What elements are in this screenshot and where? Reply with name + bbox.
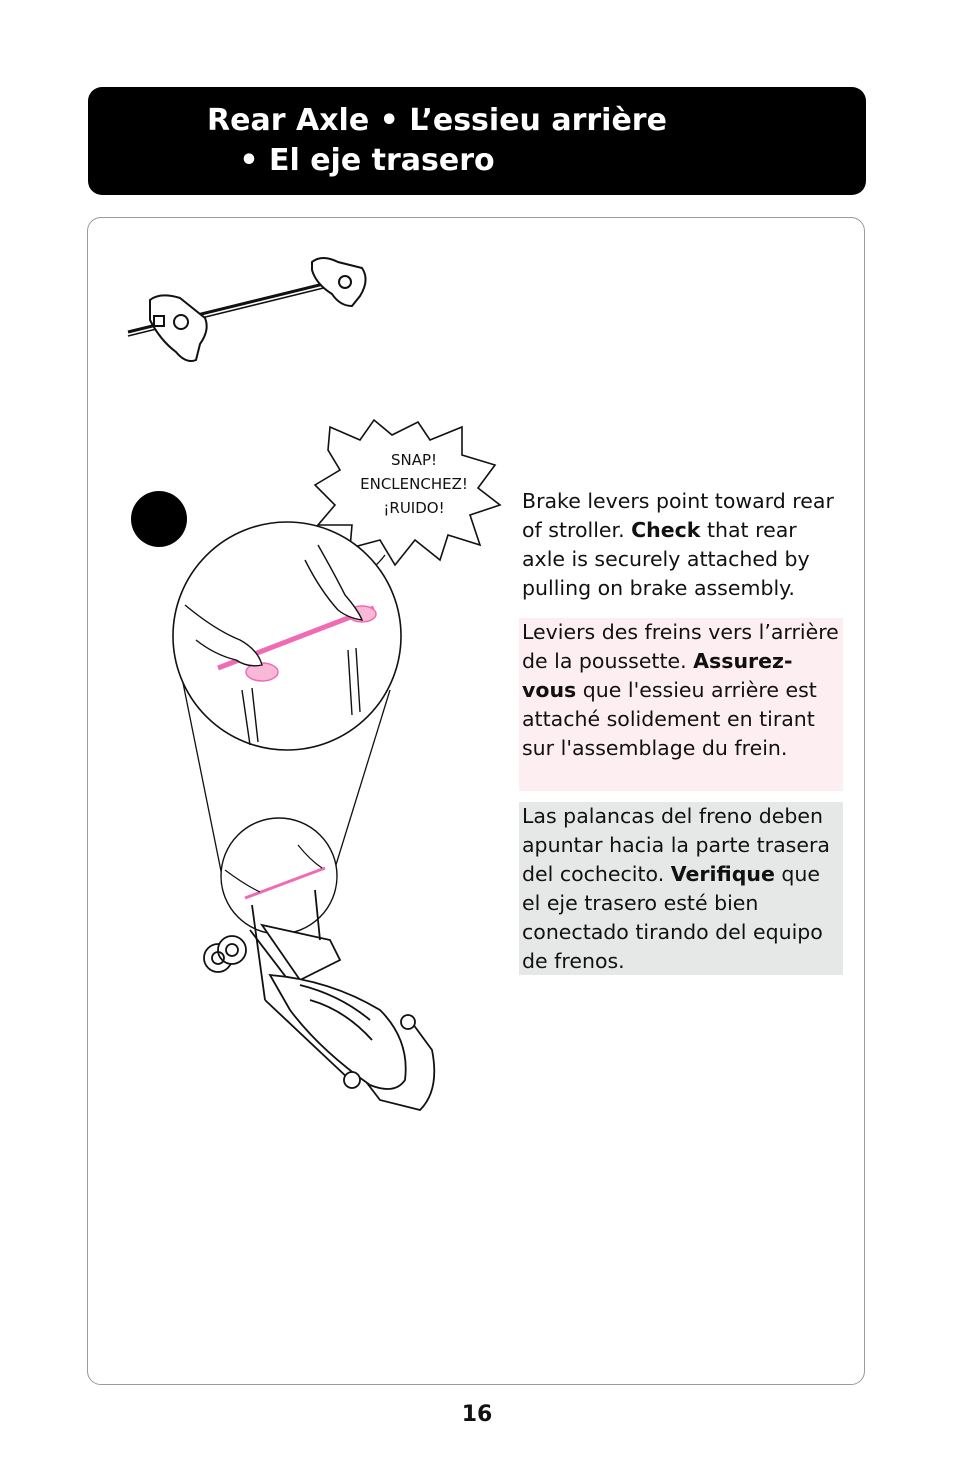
instruction-es-text: Las palancas del freno deben apuntar hacia la parte trasera del cochecito. (522, 804, 830, 886)
burst-line-es: ¡RUIDO! (383, 499, 445, 517)
instruction-spanish (519, 802, 843, 975)
page-number: 16 (461, 1402, 493, 1427)
step-marker (131, 491, 187, 547)
instruction-fr-text: Leviers des freins vers l’arrière de la poussette. (522, 620, 839, 673)
snap-burst-text (330, 448, 498, 520)
instruction-en-bold: Check (631, 518, 701, 542)
instruction-fr-text-end: que l'essieu arrière est attaché solidement en tirant sur l'assemblage du frein. (522, 678, 817, 760)
stroller-illustration (204, 890, 434, 1110)
title-line-1: Rear Axle • L’essieu arrière (207, 103, 667, 138)
detail-circle-large (173, 522, 401, 750)
burst-line-fr: ENCLENCHEZ! (360, 475, 468, 493)
instruction-es-text-end: que el eje trasero esté bien conectado tirando del equipo de frenos. (522, 862, 823, 973)
instruction-french (519, 618, 843, 791)
instruction-en-text: Brake levers point toward rear of stroller. (522, 489, 834, 542)
rear-axle-part-illustration (128, 258, 366, 361)
instruction-english (519, 487, 843, 603)
instruction-es-bold: Verifique (670, 862, 775, 886)
title-line-2: • El eje trasero (239, 143, 495, 178)
burst-line-en: SNAP! (390, 451, 438, 469)
instruction-en-text-end: that rear axle is securely attached by pulling on brake assembly. (522, 518, 810, 600)
instruction-fr-bold: Assurez-vous (522, 649, 793, 702)
detail-circle-small (221, 818, 337, 934)
